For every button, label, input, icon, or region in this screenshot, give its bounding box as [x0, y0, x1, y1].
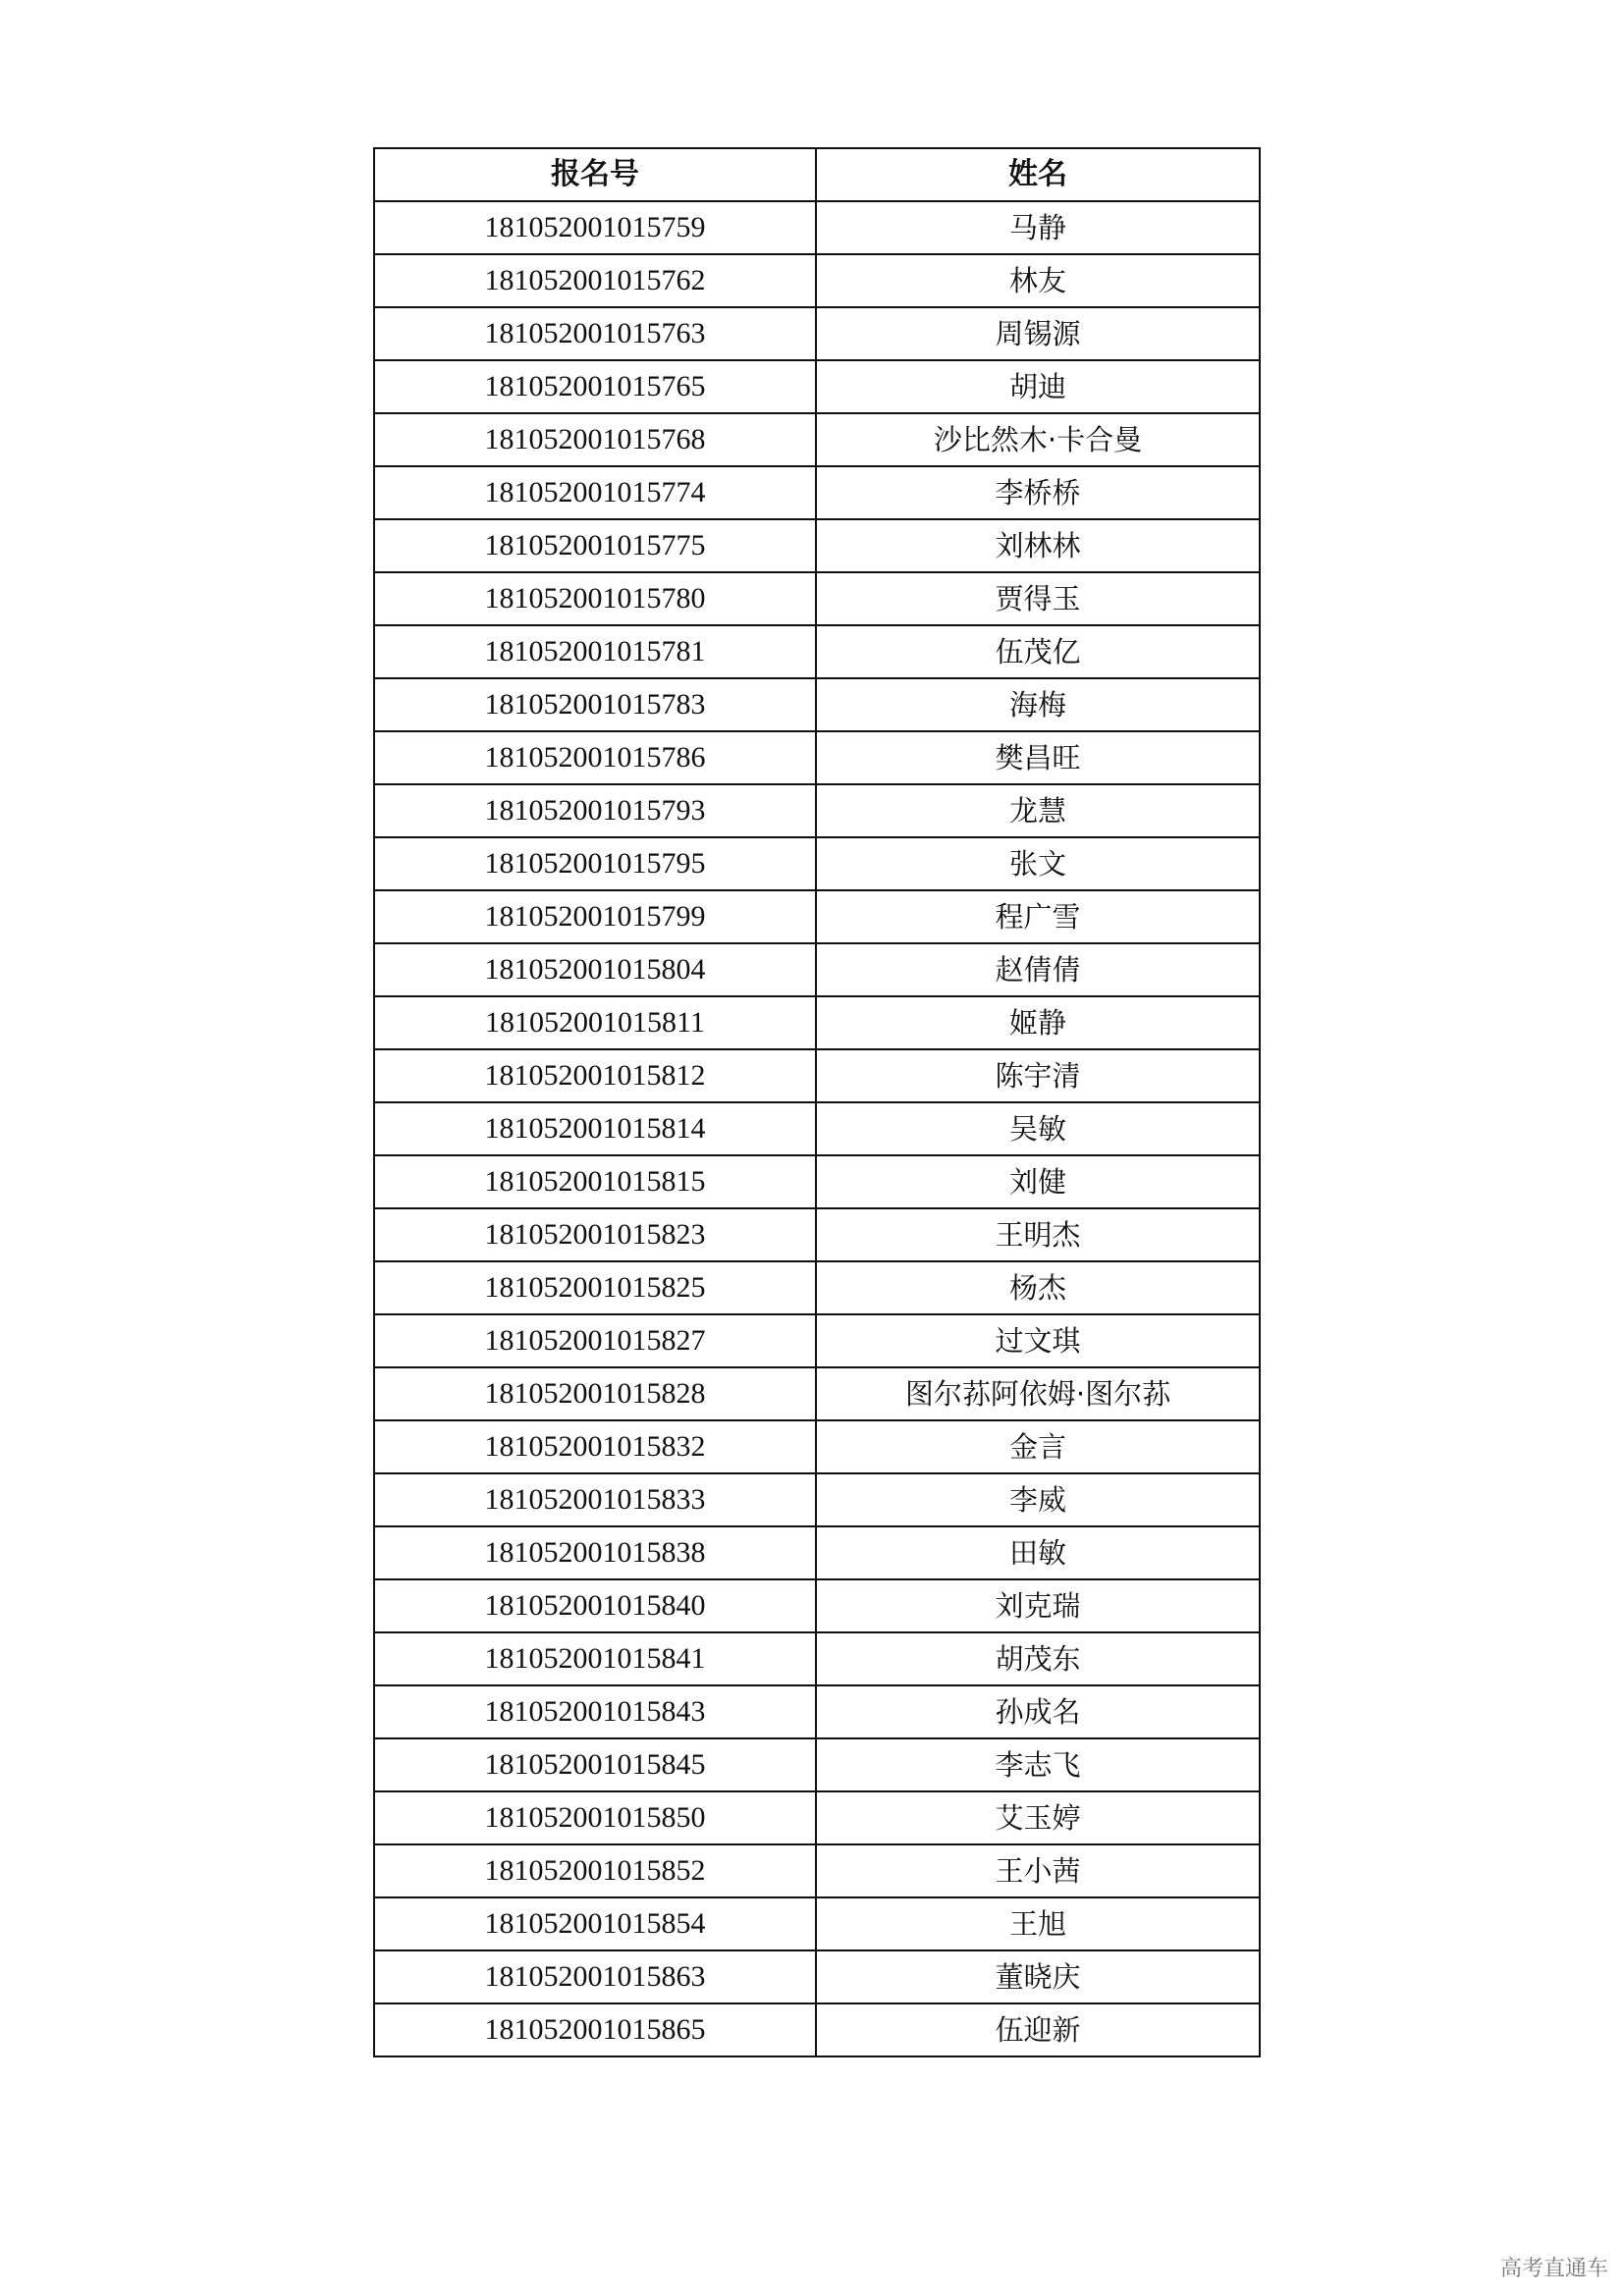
name-cell: 李威 [816, 1473, 1260, 1526]
name-cell: 过文琪 [816, 1314, 1260, 1367]
table-row [374, 678, 1260, 731]
name-cell: 艾玉婷 [816, 1791, 1260, 1844]
registration-number-cell: 181052001015759 [374, 201, 816, 254]
header-registration-number: 报名号 [374, 148, 816, 201]
registration-number-cell: 181052001015843 [374, 1685, 816, 1738]
registration-number-cell: 181052001015811 [374, 996, 816, 1049]
table-row [374, 1738, 1260, 1791]
registration-number-cell: 181052001015783 [374, 678, 816, 731]
name-cell: 王小茜 [816, 1844, 1260, 1897]
registration-number-cell: 181052001015852 [374, 1844, 816, 1897]
registration-number-cell: 181052001015768 [374, 413, 816, 466]
table-row [374, 1897, 1260, 1950]
table-row [374, 466, 1260, 519]
name-cell: 刘健 [816, 1155, 1260, 1208]
registration-number-cell: 181052001015812 [374, 1049, 816, 1102]
table-row [374, 1526, 1260, 1579]
registration-number-cell: 181052001015850 [374, 1791, 816, 1844]
registration-number-cell: 181052001015865 [374, 2003, 816, 2056]
name-cell: 刘克瑞 [816, 1579, 1260, 1632]
table-row [374, 1791, 1260, 1844]
name-cell: 胡迪 [816, 360, 1260, 413]
registration-number-cell: 181052001015763 [374, 307, 816, 360]
table-row [374, 996, 1260, 1049]
table-row [374, 2003, 1260, 2056]
registration-number-cell: 181052001015854 [374, 1897, 816, 1950]
table-row [374, 1844, 1260, 1897]
table-row [374, 784, 1260, 837]
name-cell: 吴敏 [816, 1102, 1260, 1155]
registration-number-cell: 181052001015765 [374, 360, 816, 413]
registration-number-cell: 181052001015838 [374, 1526, 816, 1579]
name-cell: 伍茂亿 [816, 625, 1260, 678]
table-row [374, 1208, 1260, 1261]
name-cell: 王旭 [816, 1897, 1260, 1950]
table-row [374, 943, 1260, 996]
name-cell: 沙比然木·卡合曼 [816, 413, 1260, 466]
table-row [374, 837, 1260, 890]
table-row [374, 1685, 1260, 1738]
registration-number-cell: 181052001015793 [374, 784, 816, 837]
registration-number-cell: 181052001015845 [374, 1738, 816, 1791]
registration-number-cell: 181052001015786 [374, 731, 816, 784]
table-row [374, 519, 1260, 572]
name-cell: 姬静 [816, 996, 1260, 1049]
name-cell: 张文 [816, 837, 1260, 890]
table-row [374, 1102, 1260, 1155]
name-cell: 龙慧 [816, 784, 1260, 837]
name-cell: 王明杰 [816, 1208, 1260, 1261]
name-cell: 贾得玉 [816, 572, 1260, 625]
table-row [374, 1473, 1260, 1526]
name-cell: 马静 [816, 201, 1260, 254]
registration-number-cell: 181052001015814 [374, 1102, 816, 1155]
registration-number-cell: 181052001015841 [374, 1632, 816, 1685]
table-row [374, 572, 1260, 625]
registration-number-cell: 181052001015780 [374, 572, 816, 625]
table-row [374, 1367, 1260, 1420]
registration-number-cell: 181052001015774 [374, 466, 816, 519]
name-cell: 周锡源 [816, 307, 1260, 360]
registration-number-cell: 181052001015799 [374, 890, 816, 943]
table-row [374, 360, 1260, 413]
registration-number-cell: 181052001015828 [374, 1367, 816, 1420]
name-cell: 董晓庆 [816, 1950, 1260, 2003]
name-cell: 林友 [816, 254, 1260, 307]
registration-number-cell: 181052001015762 [374, 254, 816, 307]
registration-table [373, 147, 1261, 2057]
table-row [374, 1632, 1260, 1685]
registration-number-cell: 181052001015832 [374, 1420, 816, 1473]
watermark-text: 高考直通车 [1499, 2257, 1608, 2281]
table-row [374, 1950, 1260, 2003]
table-row [374, 890, 1260, 943]
name-cell: 陈宇清 [816, 1049, 1260, 1102]
table-row [374, 1155, 1260, 1208]
registration-number-cell: 181052001015840 [374, 1579, 816, 1632]
name-cell: 图尔荪阿依姆·图尔荪 [816, 1367, 1260, 1420]
registration-number-cell: 181052001015804 [374, 943, 816, 996]
name-cell: 金言 [816, 1420, 1260, 1473]
table-row [374, 1049, 1260, 1102]
table-row [374, 201, 1260, 254]
name-cell: 伍迎新 [816, 2003, 1260, 2056]
name-cell: 赵倩倩 [816, 943, 1260, 996]
header-row [374, 148, 1260, 201]
registration-number-cell: 181052001015775 [374, 519, 816, 572]
name-cell: 程广雪 [816, 890, 1260, 943]
name-cell: 樊昌旺 [816, 731, 1260, 784]
registration-number-cell: 181052001015863 [374, 1950, 816, 2003]
registration-number-cell: 181052001015825 [374, 1261, 816, 1314]
table-row [374, 625, 1260, 678]
name-cell: 杨杰 [816, 1261, 1260, 1314]
name-cell: 李桥桥 [816, 466, 1260, 519]
table-row [374, 1579, 1260, 1632]
table-row [374, 413, 1260, 466]
table-row [374, 1420, 1260, 1473]
name-cell: 李志飞 [816, 1738, 1260, 1791]
name-cell: 田敏 [816, 1526, 1260, 1579]
registration-number-cell: 181052001015815 [374, 1155, 816, 1208]
table-header [374, 148, 1260, 201]
table-body [374, 201, 1260, 2056]
registration-number-cell: 181052001015781 [374, 625, 816, 678]
table-row [374, 731, 1260, 784]
table-row [374, 307, 1260, 360]
registration-number-cell: 181052001015827 [374, 1314, 816, 1367]
registration-number-cell: 181052001015833 [374, 1473, 816, 1526]
table-row [374, 1261, 1260, 1314]
registration-number-cell: 181052001015795 [374, 837, 816, 890]
header-name: 姓名 [816, 148, 1260, 201]
registration-number-cell: 181052001015823 [374, 1208, 816, 1261]
name-cell: 海梅 [816, 678, 1260, 731]
name-cell: 孙成名 [816, 1685, 1260, 1738]
table-row [374, 1314, 1260, 1367]
name-cell: 胡茂东 [816, 1632, 1260, 1685]
table-row [374, 254, 1260, 307]
name-cell: 刘林林 [816, 519, 1260, 572]
